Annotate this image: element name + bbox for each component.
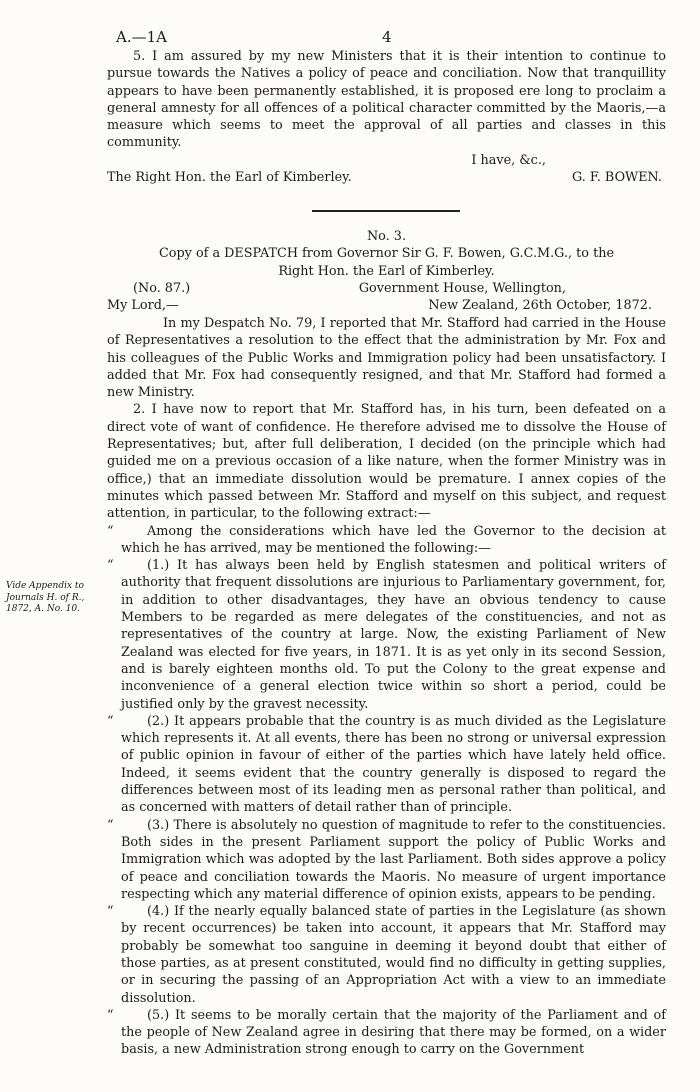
despatch-title-line2: Right Hon. the Earl of Kimberley.	[278, 263, 495, 279]
quote-point-2: “ (2.) It appears probable that the country is as much divided as the Legislature which represents it. At all events, there has been no strong or universal expression of public opinion in favour of either of the parties which have lately held office. Indeed, it seems evident that the country generally is disposed to regard the differences between most of its leading men as personal rather than political, and as concerned with matters of detail rather than of principle.	[121, 713, 666, 817]
closing: I have, &c.,	[471, 152, 546, 168]
quote-point-3: “ (3.) There is absolutely no question of magnitude to refer to the constituencies. Both sides in the present Parliament support the policy of Public Works and Immigration which was adopted by the last Parliament. Both sides approve a policy of peace and conciliation towards the Maoris. No measure of urgent importance respecting which any material difference of opinion exists, appears to be pending.	[121, 817, 666, 903]
paragraph-5: 5. I am assured by my new Ministers that it is their intention to continue to pursue towards the Natives a policy of peace and conciliation. Now that tranquillity appears to have been permanently established, it is proposed ere long to proclaim a general amnesty for all offences of a political character committed by the Maoris,—a measure which seems to meet the approval of all parties and classes in this community.	[107, 49, 666, 151]
paragraph-2: 2. I have now to report that Mr. Stafford has, in his turn, been defeated on a direct vote of want of confidence. He therefore advised me to dissolve the House of Representatives; but, after full deliberation, I decided (on the principle which had guided me on a previous occasion of a like nature, when the former Ministry was in office,) that an immediate dissolution would be premature. I annex copies of the minutes which passed between Mr. Stafford and myself on this subject, and request attention, in particular, to the following extract:—	[107, 402, 666, 522]
salutation: My Lord,—	[107, 298, 179, 314]
page-number: 4	[382, 28, 392, 46]
despatch-number: (No. 87.)	[133, 280, 191, 296]
despatch-title-line1: Copy of a DESPATCH from Governor Sir G. F. Bowen, G.C.M.G., to the	[158, 246, 615, 262]
margin-note: Vide Appendix to Journals H. of R., 1872, A. No. 10.	[6, 581, 85, 615]
section-divider	[312, 210, 460, 212]
despatch-date: New Zealand, 26th October, 1872.	[428, 298, 652, 314]
paragraph-1: In my Despatch No. 79, I reported that Mr. Stafford had carried in the House of Representatives a resolution to the effect that the administration by Mr. Fox and his colleagues of the Public Works and Immigration policy had been unsatisfactory. I added that Mr. Fox had consequently resigned, and that Mr. Stafford had formed a new Ministry.	[107, 316, 666, 401]
quote-point-1: “ (1.) It has always been held by English statesmen and political writers of authority that frequent dissolutions are injurious to Parliamentary government, for, in addition to other disadvantages, they have an obvious tendency to cause Members to be regarded as mere delegates of the constituencies, and not as representatives of the country at large. Now, the existing Parliament of New Zealand was elected for five years, in 1871. It is as yet only in its second Session, and is barely eighteen months old. To put the Colony to the great expense and inconvenience of a general election twice within so short a period, could be justified only by the gravest necessity.	[121, 557, 666, 713]
document-code: A.—1A	[116, 28, 167, 46]
signature: G. F. BOWEN.	[572, 170, 662, 186]
quote-point-4: “ (4.) If the nearly equally balanced state of parties in the Legislature (as shown by recent occurrences) be taken into account, it appears that Mr. Stafford may probably be somewhat too sanguine in deeming it beyond doubt that either of those parties, as at present constituted, would find no difficulty in getting supplies, or in securing the passing of an Appropriation Act with a view to an immediate dissolution.	[121, 903, 666, 1007]
quote-point-5: “ (5.) It seems to be morally certain that the majority of the Parliament and of the people of New Zealand agree in desiring that there may be formed, on a wider basis, a new Administration strong enough to carry on the Government	[121, 1007, 666, 1059]
despatch-meta-row1	[107, 280, 666, 297]
quoted-extract	[107, 523, 666, 1059]
despatch-meta-row2	[107, 297, 666, 314]
despatch-heading	[107, 228, 666, 314]
despatch-location: Government House, Wellington,	[358, 280, 566, 296]
document-number: No. 3.	[366, 229, 407, 244]
addressee: The Right Hon. the Earl of Kimberley.	[107, 170, 352, 186]
quote-intro: “ Among the considerations which have led the Governor to the decision at which he has arrived, may be mentioned the following:—	[121, 523, 666, 558]
despatch-body	[107, 315, 666, 1059]
top-block	[107, 48, 666, 186]
signature-line	[107, 169, 666, 186]
